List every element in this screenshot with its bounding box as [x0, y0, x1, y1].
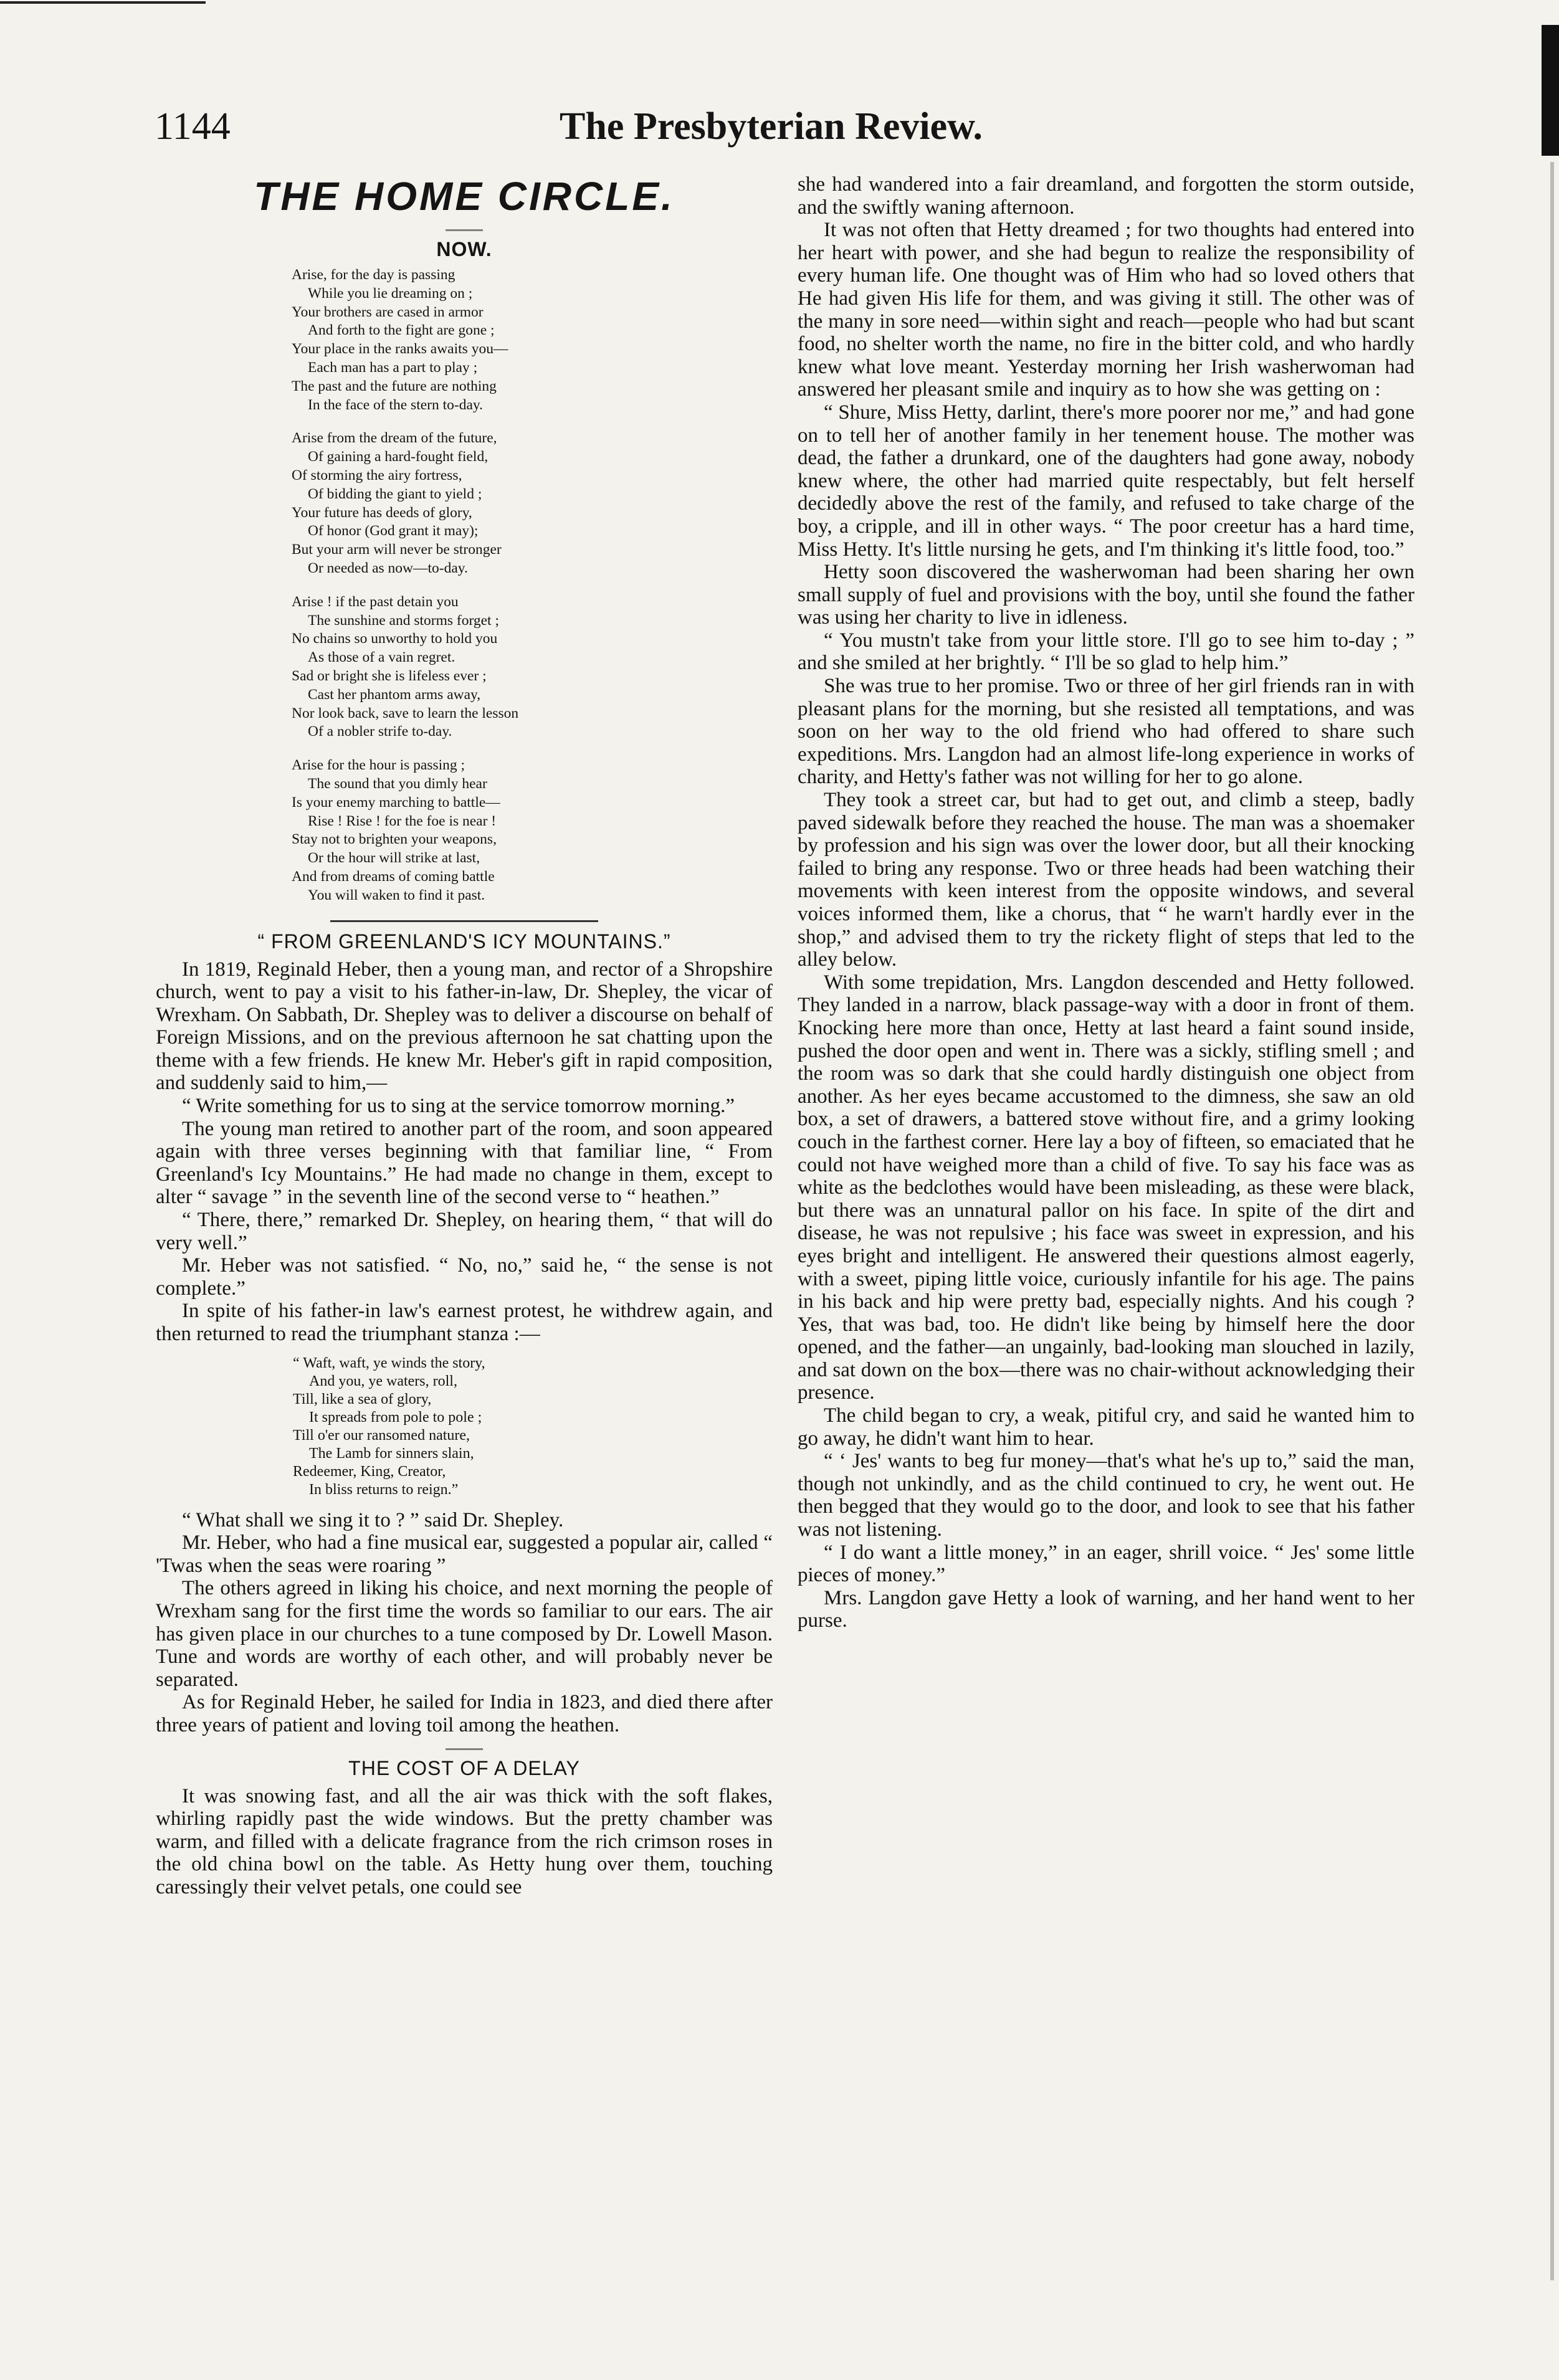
article-paragraph: Mr. Heber, who had a fine musical ear, suggested a popular air, called “ 'Twas when the seas were roaring ” — [156, 1531, 773, 1577]
poem-title: NOW. — [436, 238, 492, 260]
article-paragraph: In spite of his father-in law's earnest protest, he withdrew again, and then returned to read the triumphant stanza :— — [156, 1300, 773, 1345]
poem-line: Your future has deeds of glory, — [292, 504, 472, 521]
article-paragraph: Mrs. Langdon gave Hetty a look of warning, and her hand went to her purse. — [798, 1586, 1414, 1632]
article-paragraph: Mr. Heber was not satisfied. “ No, no,” said he, “ the sense is not complete.” — [156, 1254, 773, 1300]
poem-line: Rise ! Rise ! for the foe is near ! — [308, 812, 497, 829]
article-paragraph: She was true to her promise. Two or three of her girl friends ran in with pleasant plans for the morning, but she resisted all temptations, and was soon on her way to the old friend who had offered to share such expeditions. Mrs. Langdon had an almost life-long experience in works of charity, and Hetty's father was not willing for her to go alone. — [798, 675, 1414, 789]
poem-line: Of storming the airy fortress, — [292, 467, 462, 483]
poem-line: It spreads from pole to pole ; — [309, 1409, 482, 1426]
article-paragraph: It was not often that Hetty dreamed ; for two thoughts had entered into her heart with power, and she had begun to realize the responsibility of every human life. One thought was of Him who had so loved others that He had given His life for them, and was giving it still. The other was of the many in sore need—within sight and reach—people who had but scant food, no shelter worth the name, no fire in the bitter cold, and who hardly knew what love meant. Yesterday morning her Irish washerwoman had answered her pleasant smile and inquiry as to how she was getting on : — [798, 219, 1414, 401]
poem-line: The Lamb for sinners slain, — [309, 1445, 474, 1462]
poem-line: Of a nobler strife to-day. — [308, 723, 452, 740]
poem-line: And you, ye waters, roll, — [309, 1373, 457, 1389]
poem-line: But your arm will never be stronger — [292, 541, 502, 558]
article-paragraph: The young man retired to another part of the room, and soon appeared again with three verses beginning with that familiar line, “ From Greenland's Icy Mountains.” He had made no change in them, except to alter “ savage ” in the seventh line of the second verse to “ heathen.” — [156, 1117, 773, 1209]
poem-line: Of bidding the giant to yield ; — [308, 485, 482, 502]
poem-line: While you lie dreaming on ; — [308, 285, 473, 302]
article-heading: “ FROM GREENLAND'S ICY MOUNTAINS.” — [257, 930, 671, 953]
poem-line: Sad or bright she is lifeless ever ; — [292, 667, 487, 684]
poem-stanza — [292, 429, 773, 578]
right-column — [798, 173, 1414, 1632]
poem-line: Till o'er our ransomed nature, — [293, 1427, 470, 1444]
poem — [292, 266, 773, 905]
poem-line: No chains so unworthy to hold you — [292, 631, 498, 647]
poem-line: Your place in the ranks awaits you— — [292, 341, 508, 358]
article-paragraph: With some trepidation, Mrs. Langdon descended and Hetty followed. They landed in a narrow, black passage-way with a door in front of them. Knocking here more than once, Hetty at last heard a faint sound inside, pushed the door open and went in. There was a sickly, stifling smell ; and the room was so dark that she could hardly distinguish one object from another. As her eyes became accustomed to the dimness, she saw an old box, a set of drawers, a battered stove without fire, and a grimy looking couch in the farthest corner. Here lay a boy of fifteen, so emaciated that he could not have weighed more than a child of five. To say his face was as white as the bedclothes would have been misleading, as these were black, but there was an unnatural pallor on his face. In spite of the dirt and disease, he was not repulsive ; his face was sweet in expression, and his eyes bright and intelligent. He answered their questions almost eagerly, with a sweet, piping little voice, curiously infantile for his age. The pains in his back and hip were pretty bad, especially nights. And his cough ? Yes, that was bad, too. He didn't like being by himself here the door opened, and the father—an ungainly, bad-looking man slouched in lazily, and sat down on the box—there was no chair-without acknowledging their presence. — [798, 971, 1414, 1404]
article-heading: THE COST OF A DELAY — [348, 1756, 580, 1779]
poem-line: Stay not to brighten your weapons, — [292, 831, 497, 848]
poem-line: Arise ! if the past detain you — [292, 593, 459, 610]
poem-line: Of gaining a hard-fought field, — [308, 449, 489, 465]
poem-stanza — [292, 593, 773, 741]
hymn-stanza — [293, 1354, 773, 1499]
article-paragraph: As for Reginald Heber, he sailed for India in 1823, and died there after three years of patient and loving toil among the heathen. — [156, 1691, 773, 1736]
poem-line: And from dreams of coming battle — [292, 868, 495, 885]
poem-stanza — [292, 266, 773, 414]
page-edge-shadow — [1550, 162, 1554, 2280]
poem-line: Till, like a sea of glory, — [293, 1391, 432, 1407]
page-edge-mark — [1542, 25, 1559, 156]
poem-line: Or the hour will strike at last, — [308, 850, 480, 867]
divider — [446, 1748, 483, 1750]
article-paragraph: “ You mustn't take from your little store. I'll go to see him to-day ; ” and she smiled at her brightly. “ I'll be so glad to help him.” — [798, 629, 1414, 675]
poem-line: Each man has a part to play ; — [308, 359, 478, 376]
poem-line: Your brothers are cased in armor — [292, 303, 484, 320]
article-paragraph: “ ‘ Jes' wants to beg fur money—that's what he's up to,” said the man, though not unkindly, and as the child continued to cry, he went out. He then begged that they would go to the door, and look to see that his father was not listening. — [798, 1450, 1414, 1541]
top-edge-rule — [0, 1, 206, 4]
section-title: THE HOME CIRCLE. — [254, 174, 675, 219]
divider — [330, 920, 598, 922]
page-number: 1144 — [155, 105, 231, 148]
poem-line: Nor look back, save to learn the lesson — [292, 705, 519, 721]
divider — [446, 229, 483, 231]
poem-line: Or needed as now—to-day. — [308, 559, 468, 576]
poem-line: Of honor (God grant it may); — [308, 523, 479, 540]
poem-stanza — [292, 756, 773, 905]
left-column — [156, 174, 773, 1899]
poem-line: The sound that you dimly hear — [308, 775, 487, 792]
poem-line: “ Waft, waft, ye winds the story, — [293, 1354, 485, 1371]
poem-line: Arise for the hour is passing ; — [292, 757, 465, 774]
poem-line: Is your enemy marching to battle— — [292, 794, 500, 811]
article-paragraph: Hetty soon discovered the washerwoman had been sharing her own small supply of fuel and provisions with the boy, until she found the father was using her charity to live in idleness. — [798, 561, 1414, 629]
journal-title: The Presbyterian Review. — [560, 105, 983, 148]
poem-line: The past and the future are nothing — [292, 378, 497, 394]
poem-line: And forth to the fight are gone ; — [308, 322, 495, 339]
article-paragraph: “ What shall we sing it to ? ” said Dr. Shepley. — [182, 1508, 564, 1531]
poem-line: You will waken to find it past. — [308, 887, 485, 903]
article-paragraph: In 1819, Reginald Heber, then a young man, and rector of a Shropshire church, went to pay a visit to his father-in-law, Dr. Shepley, the vicar of Wrexham. On Sabbath, Dr. Shepley was to deliver a discourse on behalf of Foreign Missions, and on the previous afternoon he sat chatting upon the theme with a few friends. He knew Mr. Heber's gift in rapid composition, and suddenly said to him,— — [156, 958, 773, 1095]
article-paragraph: The child began to cry, a weak, pitiful cry, and said he wanted him to go away, he didn't want him to hear. — [798, 1404, 1414, 1450]
article-paragraph: she had wandered into a fair dreamland, and forgotten the storm outside, and the swiftly waning afternoon. — [798, 173, 1414, 219]
poem-line: As those of a vain regret. — [308, 649, 455, 666]
poem-line: Redeemer, King, Creator, — [293, 1463, 446, 1480]
article-paragraph: They took a street car, but had to get out, and climb a steep, badly paved sidewalk before they reached the house. The man was a shoemaker by profession and his sign was over the lower door, but all their knocking failed to bring any response. Two or three heads had been watching their movements with keen interest from the opposite windows, and several voices informed them, like a chorus, that “ he warn't hardly ever in the shop,” and advised them to try the rickety flight of steps that led to the alley below. — [798, 789, 1414, 971]
poem-line: In bliss returns to reign.” — [309, 1481, 459, 1498]
poem-line: Arise, for the day is passing — [292, 267, 455, 283]
poem-line: Arise from the dream of the future, — [292, 430, 497, 447]
article-paragraph: “ There, there,” remarked Dr. Shepley, on hearing them, “ that will do very well.” — [156, 1209, 773, 1254]
article-paragraph: “ Write something for us to sing at the service tomorrow morning.” — [182, 1095, 735, 1118]
poem-line: In the face of the stern to-day. — [308, 396, 484, 413]
article-paragraph: “ Shure, Miss Hetty, darlint, there's more poorer nor me,” and had gone on to tell her of another family in her tenement house. The mother was dead, the father a drunkard, one of the daughters had gone away, nobody knew where, the other had married quite respectably, but felt herself decidedly above the rest of the family, and refused to take charge of the boy, a cripple, and ill in other ways. “ The poor creetur has a hard time, Miss Hetty. It's little nursing he gets, and I'm thinking it's little food, too.” — [798, 401, 1414, 561]
poem-line: The sunshine and storms forget ; — [308, 612, 499, 629]
article-paragraph: “ I do want a little money,” in an eager, shrill voice. “ Jes' some little pieces of money.” — [798, 1541, 1414, 1587]
article-paragraph: It was snowing fast, and all the air was thick with the soft flakes, whirling rapidly past the wide windows. But the pretty chamber was warm, and filled with a delicate fragrance from the rich crimson roses in the old china bowl on the table. As Hetty hung over them, touching caressingly their velvet petals, one could see — [156, 1784, 773, 1898]
article-paragraph: The others agreed in liking his choice, and next morning the people of Wrexham sang for the first time the words so familiar to our ears. The air has given place in our churches to a tune composed by Dr. Lowell Mason. Tune and words are worthy of each other, and will probably never be separated. — [156, 1577, 773, 1691]
poem-line: Cast her phantom arms away, — [308, 686, 481, 703]
